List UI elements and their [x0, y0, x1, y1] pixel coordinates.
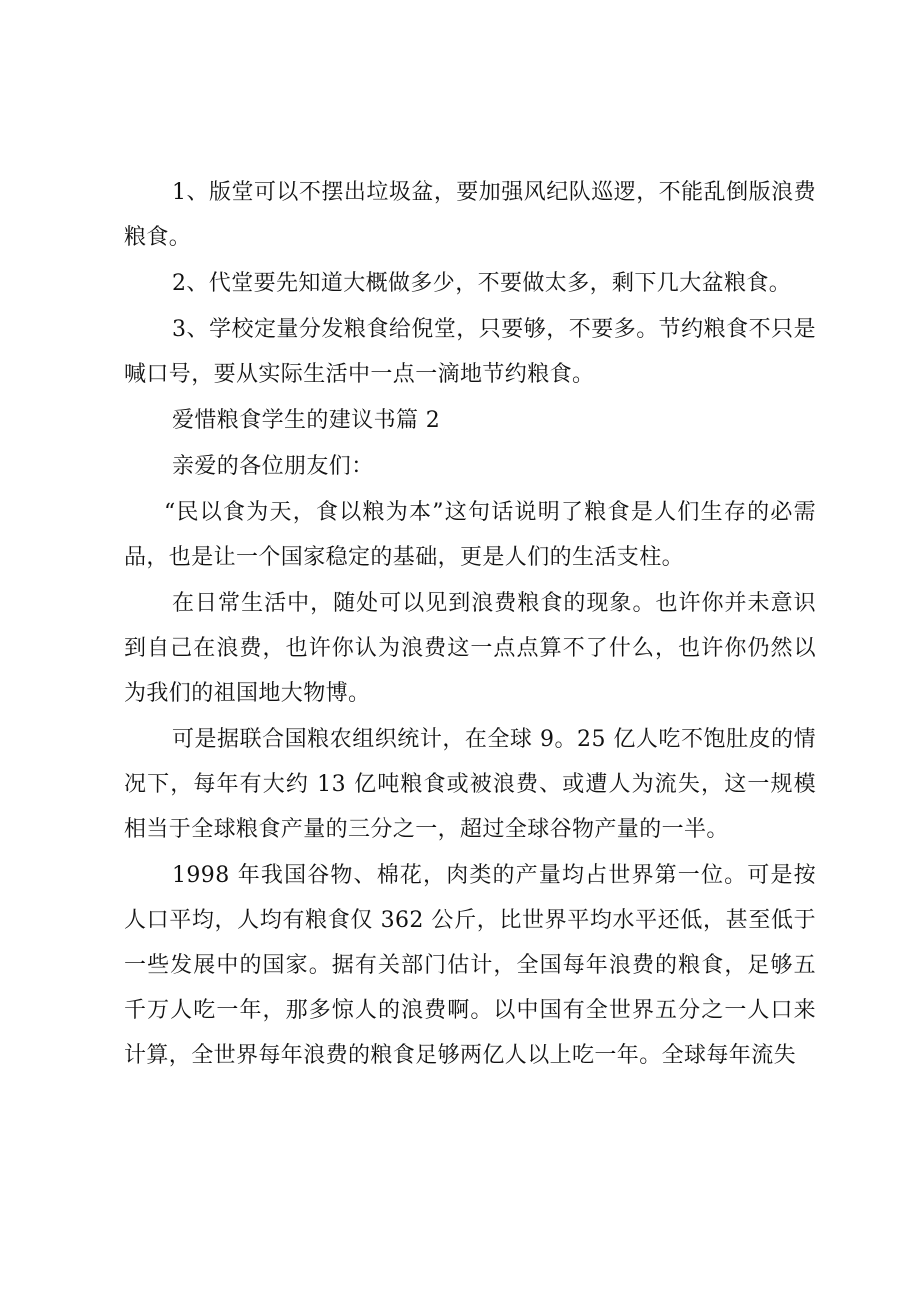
paragraph-suggestion-1: 1、版堂可以不摆出垃圾盆，要加强风纪队巡逻，不能乱倒版浪费粮食。 [124, 180, 816, 250]
document-body [124, 170, 816, 1079]
paragraph-daily-life: 在日常生活中，随处可以见到浪费粮食的现象。也许你并未意识到自己在浪费，也许你认为浪费这一点点算不了什么，也许你仍然以为我们的祖国地大物博。 [124, 591, 816, 706]
salutation: 亲爱的各位朋友们： [172, 454, 374, 479]
paragraph-quote: “民以食为天，食以粮为本”这句话说明了粮食是人们生存的必需品，也是让一个国家稳定的基础，更是人们的生活支柱。 [124, 500, 816, 570]
paragraph-suggestion-3: 3、学校定量分发粮食给倪堂，只要够，不要多。节约粮食不只是喊口号，要从实际生活中一点一滴地节约粮食。 [124, 317, 816, 387]
paragraph-suggestion-2: 2、代堂要先知道大概做多少，不要做太多，剩下几大盆粮食。 [172, 271, 792, 296]
section-heading: 爱惜粮食学生的建议书篇 2 [172, 408, 441, 433]
paragraph-fao-statistics: 可是据联合国粮农组织统计，在全球 9。25 亿人吃不饱肚皮的情况下，每年有大约 13 亿吨粮食或被浪费、或遭人为流失，这一规模相当于全球粮食产量的三分之一，超过全球谷物产量的一半。 [124, 727, 816, 842]
paragraph-china-1998: 1998 年我国谷物、棉花，肉类的产量均占世界第一位。可是按人口平均，人均有粮食仅 362 公斤，比世界平均水平还低，甚至低于一些发展中的国家。据有关部门估计，全国每年浪费的粮食，足够五千万人吃一年，那多惊人的浪费啊。以中国有全世界五分之一人口来计算，全世界每年浪费的粮食足够两亿人以上吃一年。全球每年流失 [124, 863, 816, 1068]
